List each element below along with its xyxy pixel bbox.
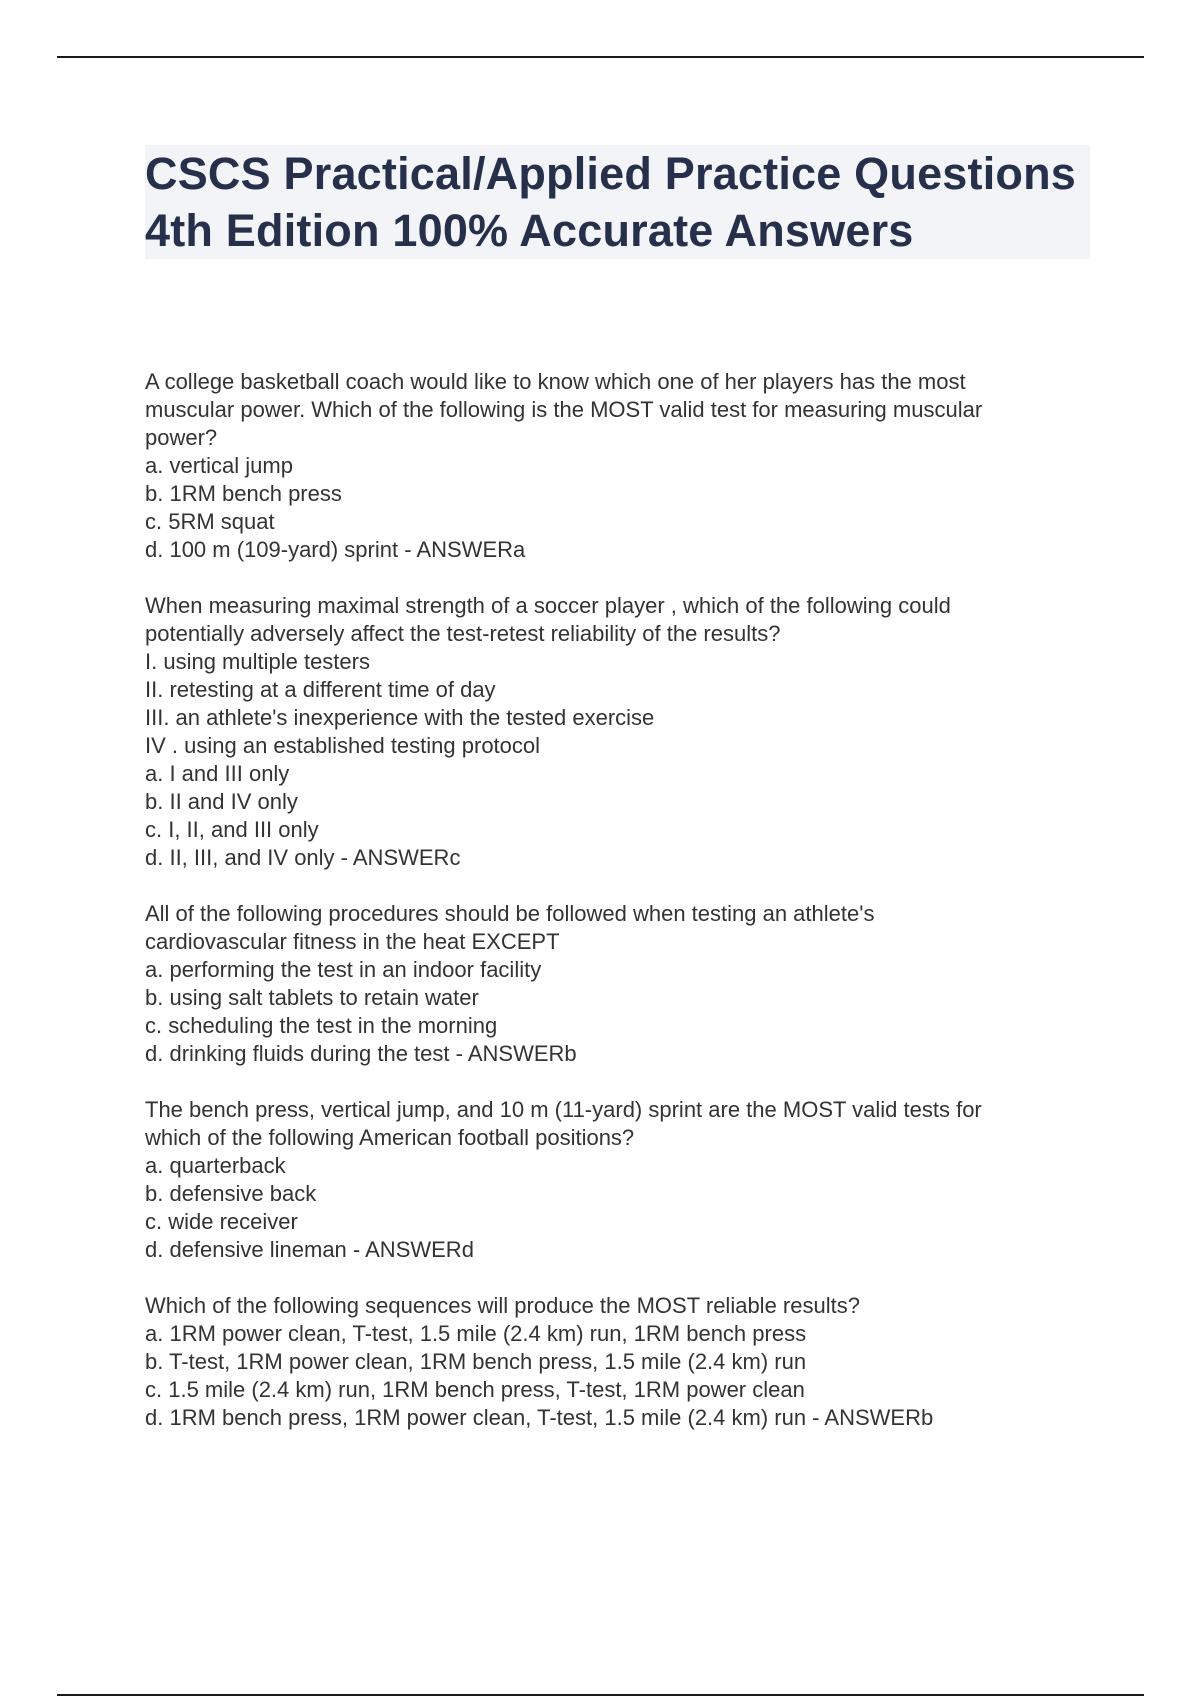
- answer-option: b. II and IV only: [145, 789, 298, 814]
- question-1: [145, 368, 1090, 564]
- question-5: [145, 1292, 1090, 1432]
- title-banner: [145, 145, 1090, 259]
- answer-option: b. using salt tablets to retain water: [145, 985, 479, 1010]
- answer-option: a. I and III only: [145, 761, 290, 786]
- question-line: cardiovascular fitness in the heat EXCEPT: [145, 929, 560, 954]
- question-line: All of the following procedures should be followed when testing an athlete's: [145, 901, 875, 926]
- question-line: potentially adversely affect the test-retest reliability of the results?: [145, 621, 781, 646]
- answer-option: a. performing the test in an indoor facility: [145, 957, 542, 982]
- answer-option: b. defensive back: [145, 1181, 317, 1206]
- question-line: power?: [145, 425, 218, 450]
- question-2: [145, 592, 1090, 872]
- answer-option: c. wide receiver: [145, 1209, 298, 1234]
- question-line: A college basketball coach would like to know which one of her players has the most: [145, 369, 966, 394]
- answer-option: a. quarterback: [145, 1153, 286, 1178]
- question-line: which of the following American football positions?: [145, 1125, 635, 1150]
- answer-option: d. 1RM bench press, 1RM power clean, T-test, 1.5 mile (2.4 km) run - ANSWERb: [145, 1405, 934, 1430]
- bottom-divider: [57, 1694, 1144, 1696]
- question-line: When measuring maximal strength of a soccer player , which of the following could: [145, 593, 951, 618]
- answer-option: d. defensive lineman - ANSWERd: [145, 1237, 474, 1262]
- question-line: The bench press, vertical jump, and 10 m (11-yard) sprint are the MOST valid tests for: [145, 1097, 982, 1122]
- answer-option: a. 1RM power clean, T-test, 1.5 mile (2.4 km) run, 1RM bench press: [145, 1321, 807, 1346]
- answer-option: d. II, III, and IV only - ANSWERc: [145, 845, 461, 870]
- question-line: muscular power. Which of the following is the MOST valid test for measuring muscular: [145, 397, 983, 422]
- question-4: [145, 1096, 1090, 1264]
- statement-item: IV . using an established testing protocol: [145, 733, 541, 758]
- statement-item: I. using multiple testers: [145, 649, 370, 674]
- questions-section: [145, 368, 1090, 1460]
- answer-option: a. vertical jump: [145, 453, 293, 478]
- statement-item: II. retesting at a different time of day: [145, 677, 496, 702]
- question-3: [145, 900, 1090, 1068]
- question-line: Which of the following sequences will produce the MOST reliable results?: [145, 1293, 860, 1318]
- answer-option: c. scheduling the test in the morning: [145, 1013, 498, 1038]
- answer-option: b. 1RM bench press: [145, 481, 342, 506]
- statement-item: III. an athlete's inexperience with the tested exercise: [145, 705, 655, 730]
- answer-option: c. 5RM squat: [145, 509, 275, 534]
- document-title: CSCS Practical/Applied Practice Questions 4th Edition 100% Accurate Answers: [145, 148, 1077, 256]
- answer-option: b. T-test, 1RM power clean, 1RM bench press, 1.5 mile (2.4 km) run: [145, 1349, 807, 1374]
- answer-option: d. 100 m (109-yard) sprint - ANSWERa: [145, 537, 526, 562]
- top-divider: [57, 56, 1144, 58]
- answer-option: d. drinking fluids during the test - ANSWERb: [145, 1041, 577, 1066]
- answer-option: c. I, II, and III only: [145, 817, 319, 842]
- answer-option: c. 1.5 mile (2.4 km) run, 1RM bench press, T-test, 1RM power clean: [145, 1377, 805, 1402]
